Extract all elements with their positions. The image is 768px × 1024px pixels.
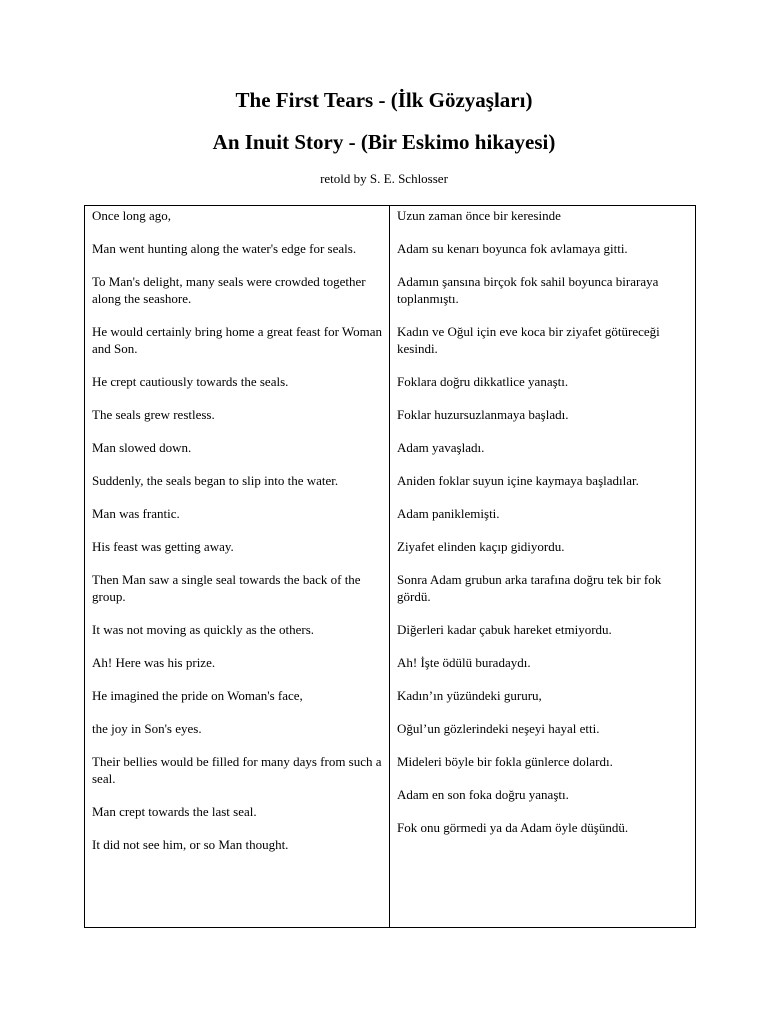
- english-line: Man crept towards the last seal.: [92, 804, 257, 819]
- turkish-line: Kadın’ın yüzündeki gururu,: [397, 688, 542, 703]
- english-line: Then Man saw a single seal towards the back of the group.: [92, 572, 361, 604]
- turkish-line: Adam yavaşladı.: [397, 440, 485, 455]
- table-row: [85, 206, 696, 928]
- turkish-column: [390, 206, 696, 928]
- turkish-line: Aniden foklar suyun içine kaymaya başladılar.: [397, 473, 639, 488]
- english-line: To Man's delight, many seals were crowded together along the seashore.: [92, 274, 366, 306]
- turkish-line: Mideleri böyle bir fokla günlerce dolardı.: [397, 754, 613, 769]
- turkish-line: Oğul’un gözlerindeki neşeyi hayal etti.: [397, 721, 600, 736]
- english-line: Man slowed down.: [92, 440, 192, 455]
- turkish-line: Ziyafet elinden kaçıp gidiyordu.: [397, 539, 565, 554]
- turkish-line: Adam en son foka doğru yanaştı.: [397, 787, 569, 802]
- turkish-line: Foklar huzursuzlanmaya başladı.: [397, 407, 569, 422]
- turkish-line: Foklara doğru dikkatlice yanaştı.: [397, 374, 569, 389]
- turkish-line: Fok onu görmedi ya da Adam öyle düşündü.: [397, 820, 629, 835]
- english-line: Man went hunting along the water's edge for seals.: [92, 241, 357, 256]
- english-line: It did not see him, or so Man thought.: [92, 837, 289, 852]
- byline: retold by S. E. Schlosser: [320, 171, 448, 186]
- turkish-line: Adam paniklemişti.: [397, 506, 500, 521]
- document-subtitle: An Inuit Story - (Bir Eskimo hikayesi): [212, 130, 556, 154]
- english-line: The seals grew restless.: [92, 407, 215, 422]
- english-line: He would certainly bring home a great feast for Woman and Son.: [92, 324, 383, 356]
- turkish-line: Sonra Adam grubun arka tarafına doğru tek bir fok gördü.: [397, 572, 662, 604]
- turkish-line: Uzun zaman önce bir keresinde: [397, 208, 561, 223]
- english-line: Man was frantic.: [92, 506, 180, 521]
- english-line: the joy in Son's eyes.: [92, 721, 202, 736]
- english-column: [85, 206, 390, 928]
- bilingual-story-table: [84, 205, 696, 928]
- turkish-line: Adam su kenarı boyunca fok avlamaya gitti.: [397, 241, 628, 256]
- turkish-line: Ah! İşte ödülü buradaydı.: [397, 655, 531, 670]
- english-line: It was not moving as quickly as the others.: [92, 622, 315, 637]
- document-title: The First Tears - (İlk Gözyaşları): [235, 88, 533, 112]
- english-line: He crept cautiously towards the seals.: [92, 374, 289, 389]
- english-line: Their bellies would be filled for many days from such a seal.: [92, 754, 382, 786]
- turkish-line: Adamın şansına birçok fok sahil boyunca biraraya toplanmıştı.: [397, 274, 659, 306]
- turkish-line: Kadın ve Oğul için eve koca bir ziyafet götüreceği kesindi.: [397, 324, 660, 356]
- english-line: His feast was getting away.: [92, 539, 234, 554]
- turkish-line: Diğerleri kadar çabuk hareket etmiyordu.: [397, 622, 612, 637]
- english-line: Once long ago,: [92, 208, 172, 223]
- english-line: He imagined the pride on Woman's face,: [92, 688, 303, 703]
- english-line: Ah! Here was his prize.: [92, 655, 216, 670]
- english-line: Suddenly, the seals began to slip into the water.: [92, 473, 339, 488]
